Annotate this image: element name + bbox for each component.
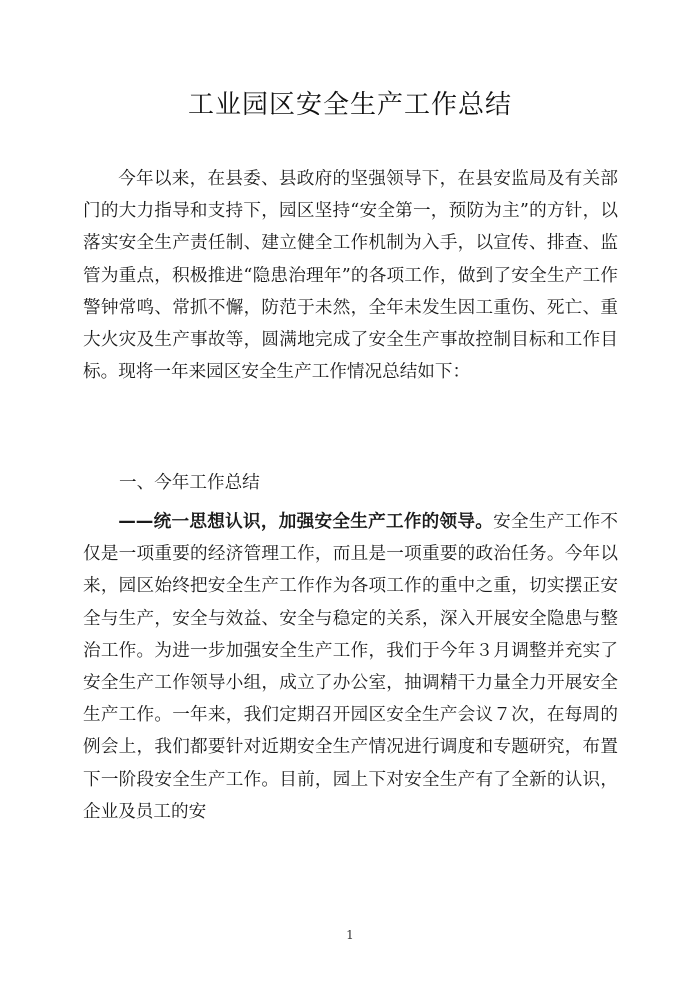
section-heading: 一、今年工作总结 — [119, 473, 260, 493]
paragraph-body-text: 安全生产工作不仅是一项重要的经济管理工作，而且是一项重要的政治任务。今年以来，园区始终把安全生产工作作为各项工作的重中之重，切实摆正安全与生产，安全与效益、安全与稳定的关系，深入开展安全隐患与整治工作。为进一步加强安全生产工作，我们于今年３月调整并充实了安全生产工作领导小组，成立了办公室，抽调精干力量全力开展安全生产工作。一年来，我们定期召开园区安全生产会议７次，在每周的例会上，我们都要针对近期安全生产情况进行调度和专题研究，布置下一阶段安全生产工作。目前，园上下对安全生产有了全新的认识，企业及员工的安 — [83, 512, 618, 822]
document-title: 工业园区安全生产工作总结 — [187, 90, 512, 120]
paragraph-lead-sentence: ——统一思想认识，加强安全生产工作的领导。 — [118, 512, 494, 532]
section-paragraph — [83, 506, 618, 828]
page-number: 1 — [346, 928, 354, 942]
intro-paragraph: 今年以来，在县委、县政府的坚强领导下，在县安监局及有关部门的大力指导和支持下，园区坚持“安全第一，预防为主”的方针，以落实安全生产责任制、建立健全工作机制为入手，以宣传、排查、监管为重点，积极推进“隐患治理年”的各项工作，做到了安全生产工作警钟常鸣、常抓不懈，防范于未然，全年未发生因工重伤、死亡、重大火灾及生产事故等，圆满地完成了安全生产事故控制目标和工作目标。现将一年来园区安全生产工作情况总结如下： — [83, 169, 618, 383]
